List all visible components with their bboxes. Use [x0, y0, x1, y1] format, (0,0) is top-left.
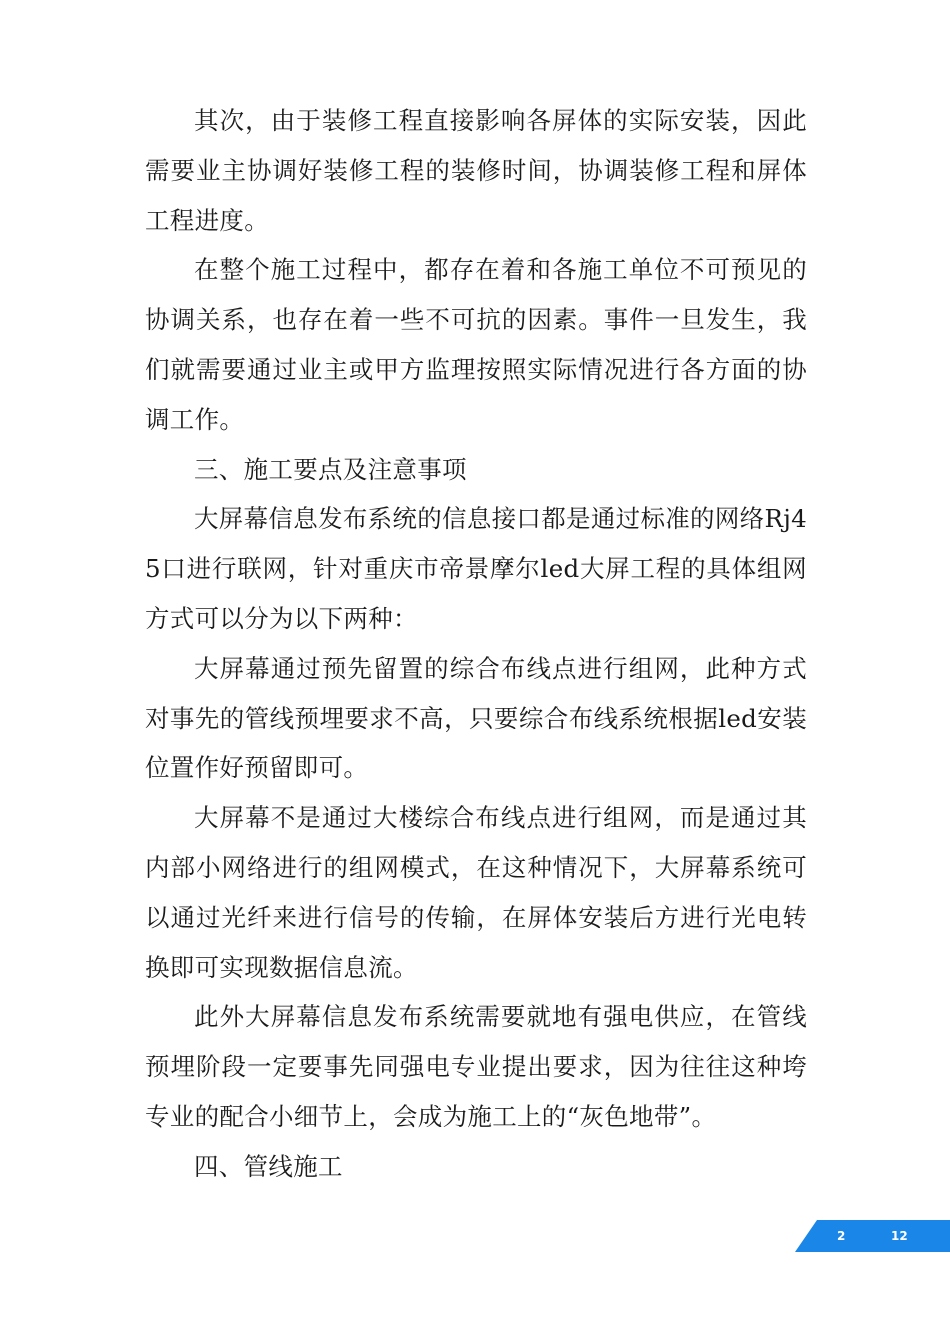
- paragraph-power-supply: 此外大屏幕信息发布系统需要就地有强电供应，在管线预埋阶段一定要事先同强电专业提出要求，因为往往这种垮专业的配合小细节上，会成为施工上的“灰色地带”。: [145, 1002, 807, 1131]
- paragraph-coordination-renovation: 其次，由于装修工程直接影响各屏体的实际安装，因此需要业主协调好装修工程的装修时间，协调装修工程和屏体工程进度。: [145, 106, 807, 235]
- section-heading-pipeline-construction: 四、管线施工: [194, 1151, 343, 1181]
- page-footer: [795, 1220, 950, 1252]
- paragraph-network-option-cabling: 大屏幕通过预先留置的综合布线点进行组网，此种方式对事先的管线预埋要求不高，只要综合布线系统根据led安装位置作好预留即可。: [145, 653, 807, 783]
- paragraph-coordination-relations: 在整个施工过程中，都存在着和各施工单位不可预见的协调关系，也存在着一些不可抗的因素。事件一旦发生，我们就需要通过业主或甲方监理按照实际情况进行各方面的协调工作。: [145, 255, 807, 434]
- page-total: 12: [891, 1229, 908, 1243]
- page-badge-shape: [795, 1220, 950, 1252]
- document-body: [145, 96, 807, 1192]
- paragraph-network-option-fiber: 大屏幕不是通过大楼综合布线点进行组网，而是通过其内部小网络进行的组网模式，在这种情况下，大屏幕系统可以通过光纤来进行信号的传输，在屏体安装后方进行光电转换即可实现数据信息流。: [145, 803, 807, 982]
- page-number: 2: [837, 1229, 846, 1243]
- section-heading-construction-points: 三、施工要点及注意事项: [194, 454, 467, 484]
- paragraph-network-interface: 大屏幕信息发布系统的信息接口都是通过标准的网络Rj45口进行联网，针对重庆市帝景摩尔led大屏工程的具体组网方式可以分为以下两种：: [145, 504, 807, 633]
